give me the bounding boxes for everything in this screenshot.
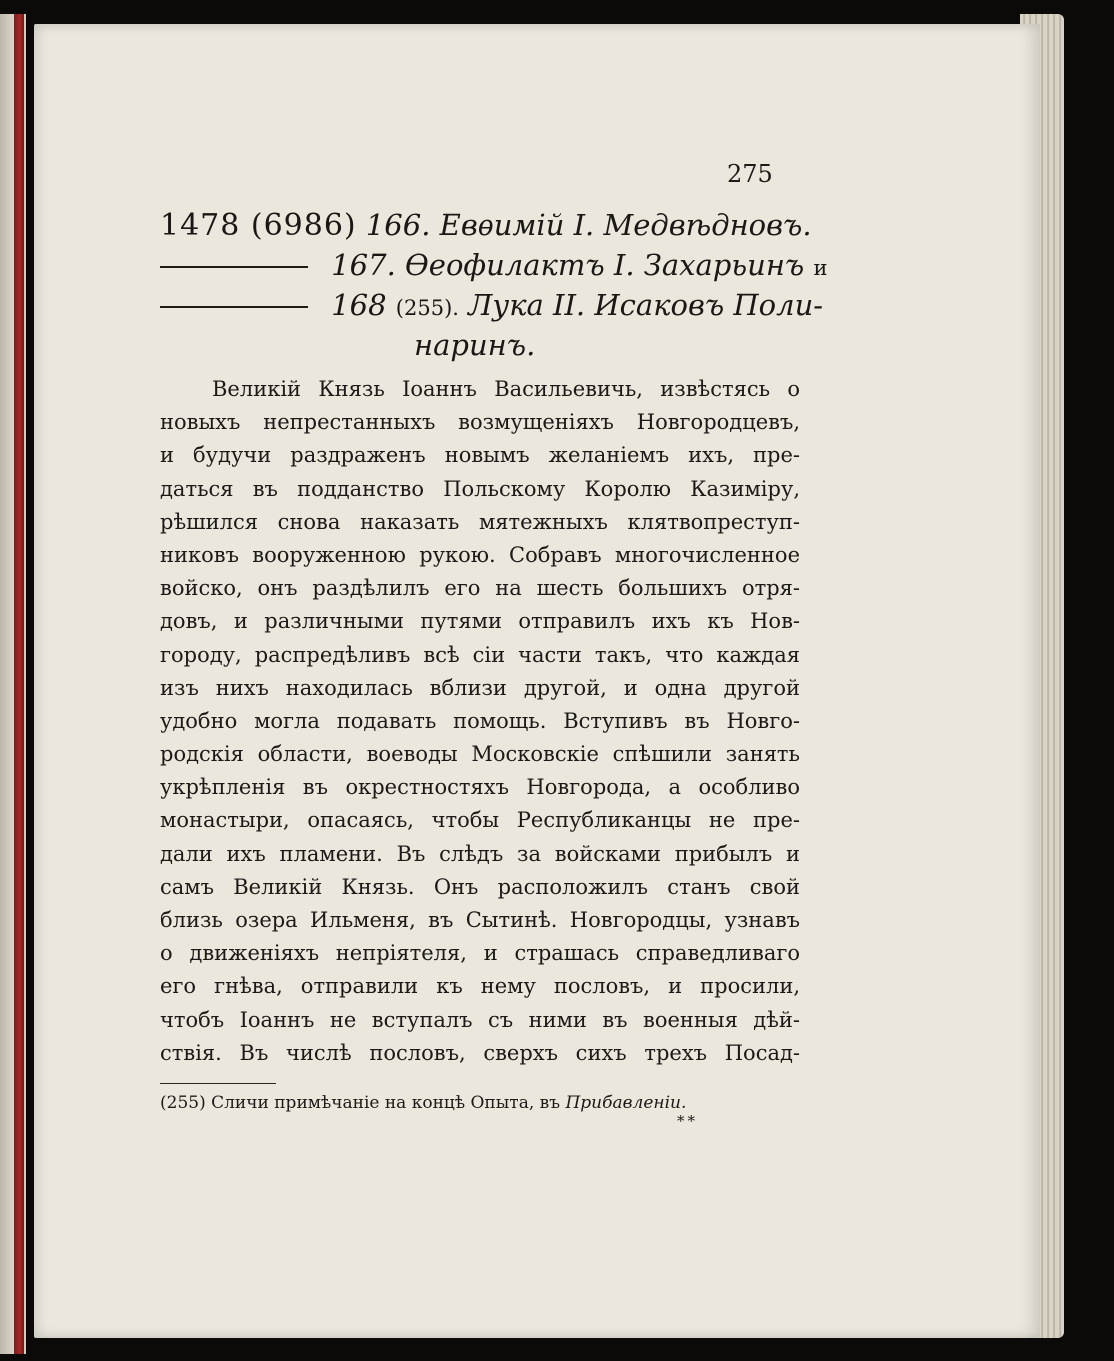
text-line: чтобъ Іоаннъ не вступалъ съ ними въ военныя дѣй- [160,1007,800,1032]
footnote-text: (255) Сличи примѣчаніе на концѣ Опыта, въ [160,1093,561,1113]
heading-line-4 [160,325,810,365]
text-line: дали ихъ пламени. Въ слѣдъ за войсками прибылъ и [160,841,800,866]
heading-line-1 [160,205,810,245]
text-line: рѣшился снова наказать мятежныхъ клятвопреступ- [160,509,800,534]
text-line: даться въ подданство Польскому Королю Казиміру, [160,476,800,501]
heading-footnote-ref: (255). [395,296,459,320]
text-line: никовъ вооруженною рукою. Собравъ многочисленное [160,542,800,567]
section-heading [160,205,828,365]
body-text [160,373,800,1070]
heading-entry-166: 166. Евѳимій I. Медвѣдновъ. [365,208,812,242]
text-line: о движеніяхъ непріятеля, и страшась справедливаго [160,941,800,966]
heading-line-2 [160,245,828,285]
signature-mark: ** [677,1112,698,1130]
text-line: Великій Князь Іоаннъ Васильевичь, извѣстясь о [212,377,800,401]
text-line: удобно могла подавать помощь. Вступивъ въ Новго- [160,708,800,733]
heading-dash-rule [160,266,308,268]
heading-year: 1478 (6986) [160,208,357,243]
text-line: близь озера Ильменя, въ Сытинѣ. Новгородцы, узнавъ [160,908,800,932]
heading-conjunction: и [813,256,828,280]
text-line: довъ, и различными путями отправилъ ихъ къ Нов- [160,609,800,634]
heading-entry-168-cont: наринъ. [414,328,536,362]
page-number: 275 [727,160,773,188]
text-line: монастыри, опасаясь, чтобы Республиканцы не пре- [160,808,800,833]
heading-dash-rule [160,306,308,308]
footnote-rule [160,1083,276,1084]
text-line: самъ Великій Князь. Онъ расположилъ станъ свой [160,874,800,899]
text-line: ствія. Въ числѣ пословъ, сверхъ сихъ трехъ Посад- [160,1040,800,1065]
heading-entry-167: 167. Ѳеофилактъ I. Захарьинъ [331,248,805,282]
text-line: родскія области, воеводы Московскіе спѣшили занять [160,742,800,767]
text-line: городу, распредѣливъ всѣ сіи части такъ, что каждая [160,642,800,667]
text-line: укрѣпленія въ окрестностяхъ Новгорода, а особливо [160,775,800,800]
text-line: новыхъ непрестанныхъ возмущеніяхъ Новгородцевъ, [160,410,800,435]
text-line: изъ нихъ находилась вблизи другой, и одна другой [160,675,800,700]
text-line: войско, онъ раздѣлилъ его на шесть большихъ отря- [160,576,800,601]
facing-page-binding [14,14,24,1354]
text-line: его гнѣва, отправили къ нему пословъ, и просили, [160,974,800,999]
heading-entry-168-number: 168 [331,288,387,322]
footnote-italic: Прибавленіи. [565,1093,687,1113]
heading-line-3 [160,285,824,325]
footnote [160,1093,686,1113]
text-line: и будучи раздраженъ новымъ желаніемъ ихъ, пре- [160,443,800,468]
heading-entry-168-name: Лука II. Исаковъ Поли- [468,288,824,322]
